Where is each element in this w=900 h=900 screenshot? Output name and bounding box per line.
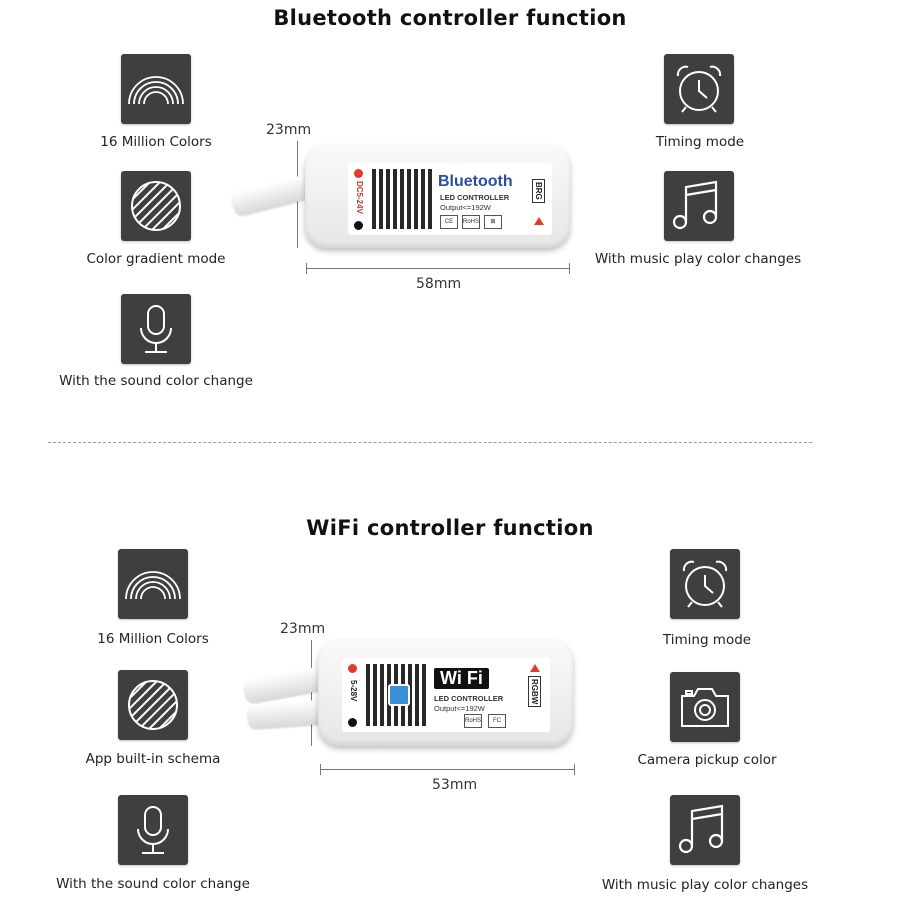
section-divider [48,442,812,443]
wifi-arrow-marker [530,664,540,672]
bt-pins-text: BRG [532,179,545,203]
feature-label-app-schema: App built-in schema [85,751,221,767]
bt-output-text: Output<=192W [440,203,491,212]
gradient-stripes-icon [121,171,191,241]
alarm-clock-icon [664,54,734,124]
feature-label-timing-mode: Timing mode [655,134,745,150]
wifi-fc-mark: FC [488,714,506,728]
feature-label-music-play: With music play color changes [594,251,802,267]
wifi-voltage-text: 5-28V [349,680,358,702]
wifi-positive-dot [348,664,357,673]
wifi-rohs-mark: RoHS [464,714,482,728]
bt-width-tick-left [306,263,307,274]
wifi-pins-text: RGBW [528,676,541,707]
bt-rohs-mark: RoHS [462,215,480,229]
bluetooth-controller-device [305,145,570,248]
feature-label-sound-color: With the sound color change [56,876,250,892]
feature-label-camera-pickup: Camera pickup color [637,752,777,768]
bt-height-dimension: 23mm [266,122,312,138]
feature-label-color-gradient: Color gradient mode [86,251,226,267]
alarm-clock-icon [670,549,740,619]
bt-brand-text: Bluetooth [438,173,513,190]
rainbow-arcs-icon [118,549,188,619]
wifi-height-line [311,640,312,746]
bt-width-dimension: 58mm [416,276,462,292]
wifi-controller-device [318,640,573,746]
feature-label-16-million-colors: 16 Million Colors [100,134,212,150]
feature-label-sound-color: With the sound color change [59,373,253,389]
wifi-height-dimension: 23mm [280,621,326,637]
bt-negative-dot [354,221,363,230]
wifi-brand-text: Wi Fi [434,668,489,689]
bluetooth-section-title: Bluetooth controller function [273,6,627,30]
wifi-app-logo [388,684,410,706]
feature-label-timing-mode: Timing mode [662,632,752,648]
bt-qr-code [372,169,432,229]
bt-width-tick-right [569,263,570,274]
feature-label-music-play: With music play color changes [601,877,809,893]
bt-width-line [306,268,570,269]
bt-weee-mark: ⊠ [484,215,502,229]
wifi-section-title: WiFi controller function [306,516,594,540]
music-notes-icon [664,171,734,241]
rainbow-arcs-icon [121,54,191,124]
bt-arrow-marker [534,217,544,225]
wifi-subtitle-text: LED CONTROLLER [434,694,504,703]
wifi-width-dimension: 53mm [432,777,478,793]
gradient-stripes-icon [118,670,188,740]
microphone-icon [118,795,188,865]
bt-ce-mark: CE [440,215,458,229]
music-notes-icon [670,795,740,865]
bt-positive-dot [354,169,363,178]
wifi-width-line [320,769,575,770]
wifi-device-label [342,658,550,732]
wifi-output-text: Output<=192W [434,704,485,713]
feature-label-16-million-colors: 16 Million Colors [97,631,209,647]
bt-device-label [348,163,552,235]
bt-subtitle-text: LED CONTROLLER [440,193,510,202]
microphone-icon [121,294,191,364]
bt-voltage-text: DC5-24V [355,181,364,214]
wifi-width-tick-right [574,764,575,775]
wifi-width-tick-left [320,764,321,775]
camera-icon [670,672,740,742]
wifi-negative-dot [348,718,357,727]
